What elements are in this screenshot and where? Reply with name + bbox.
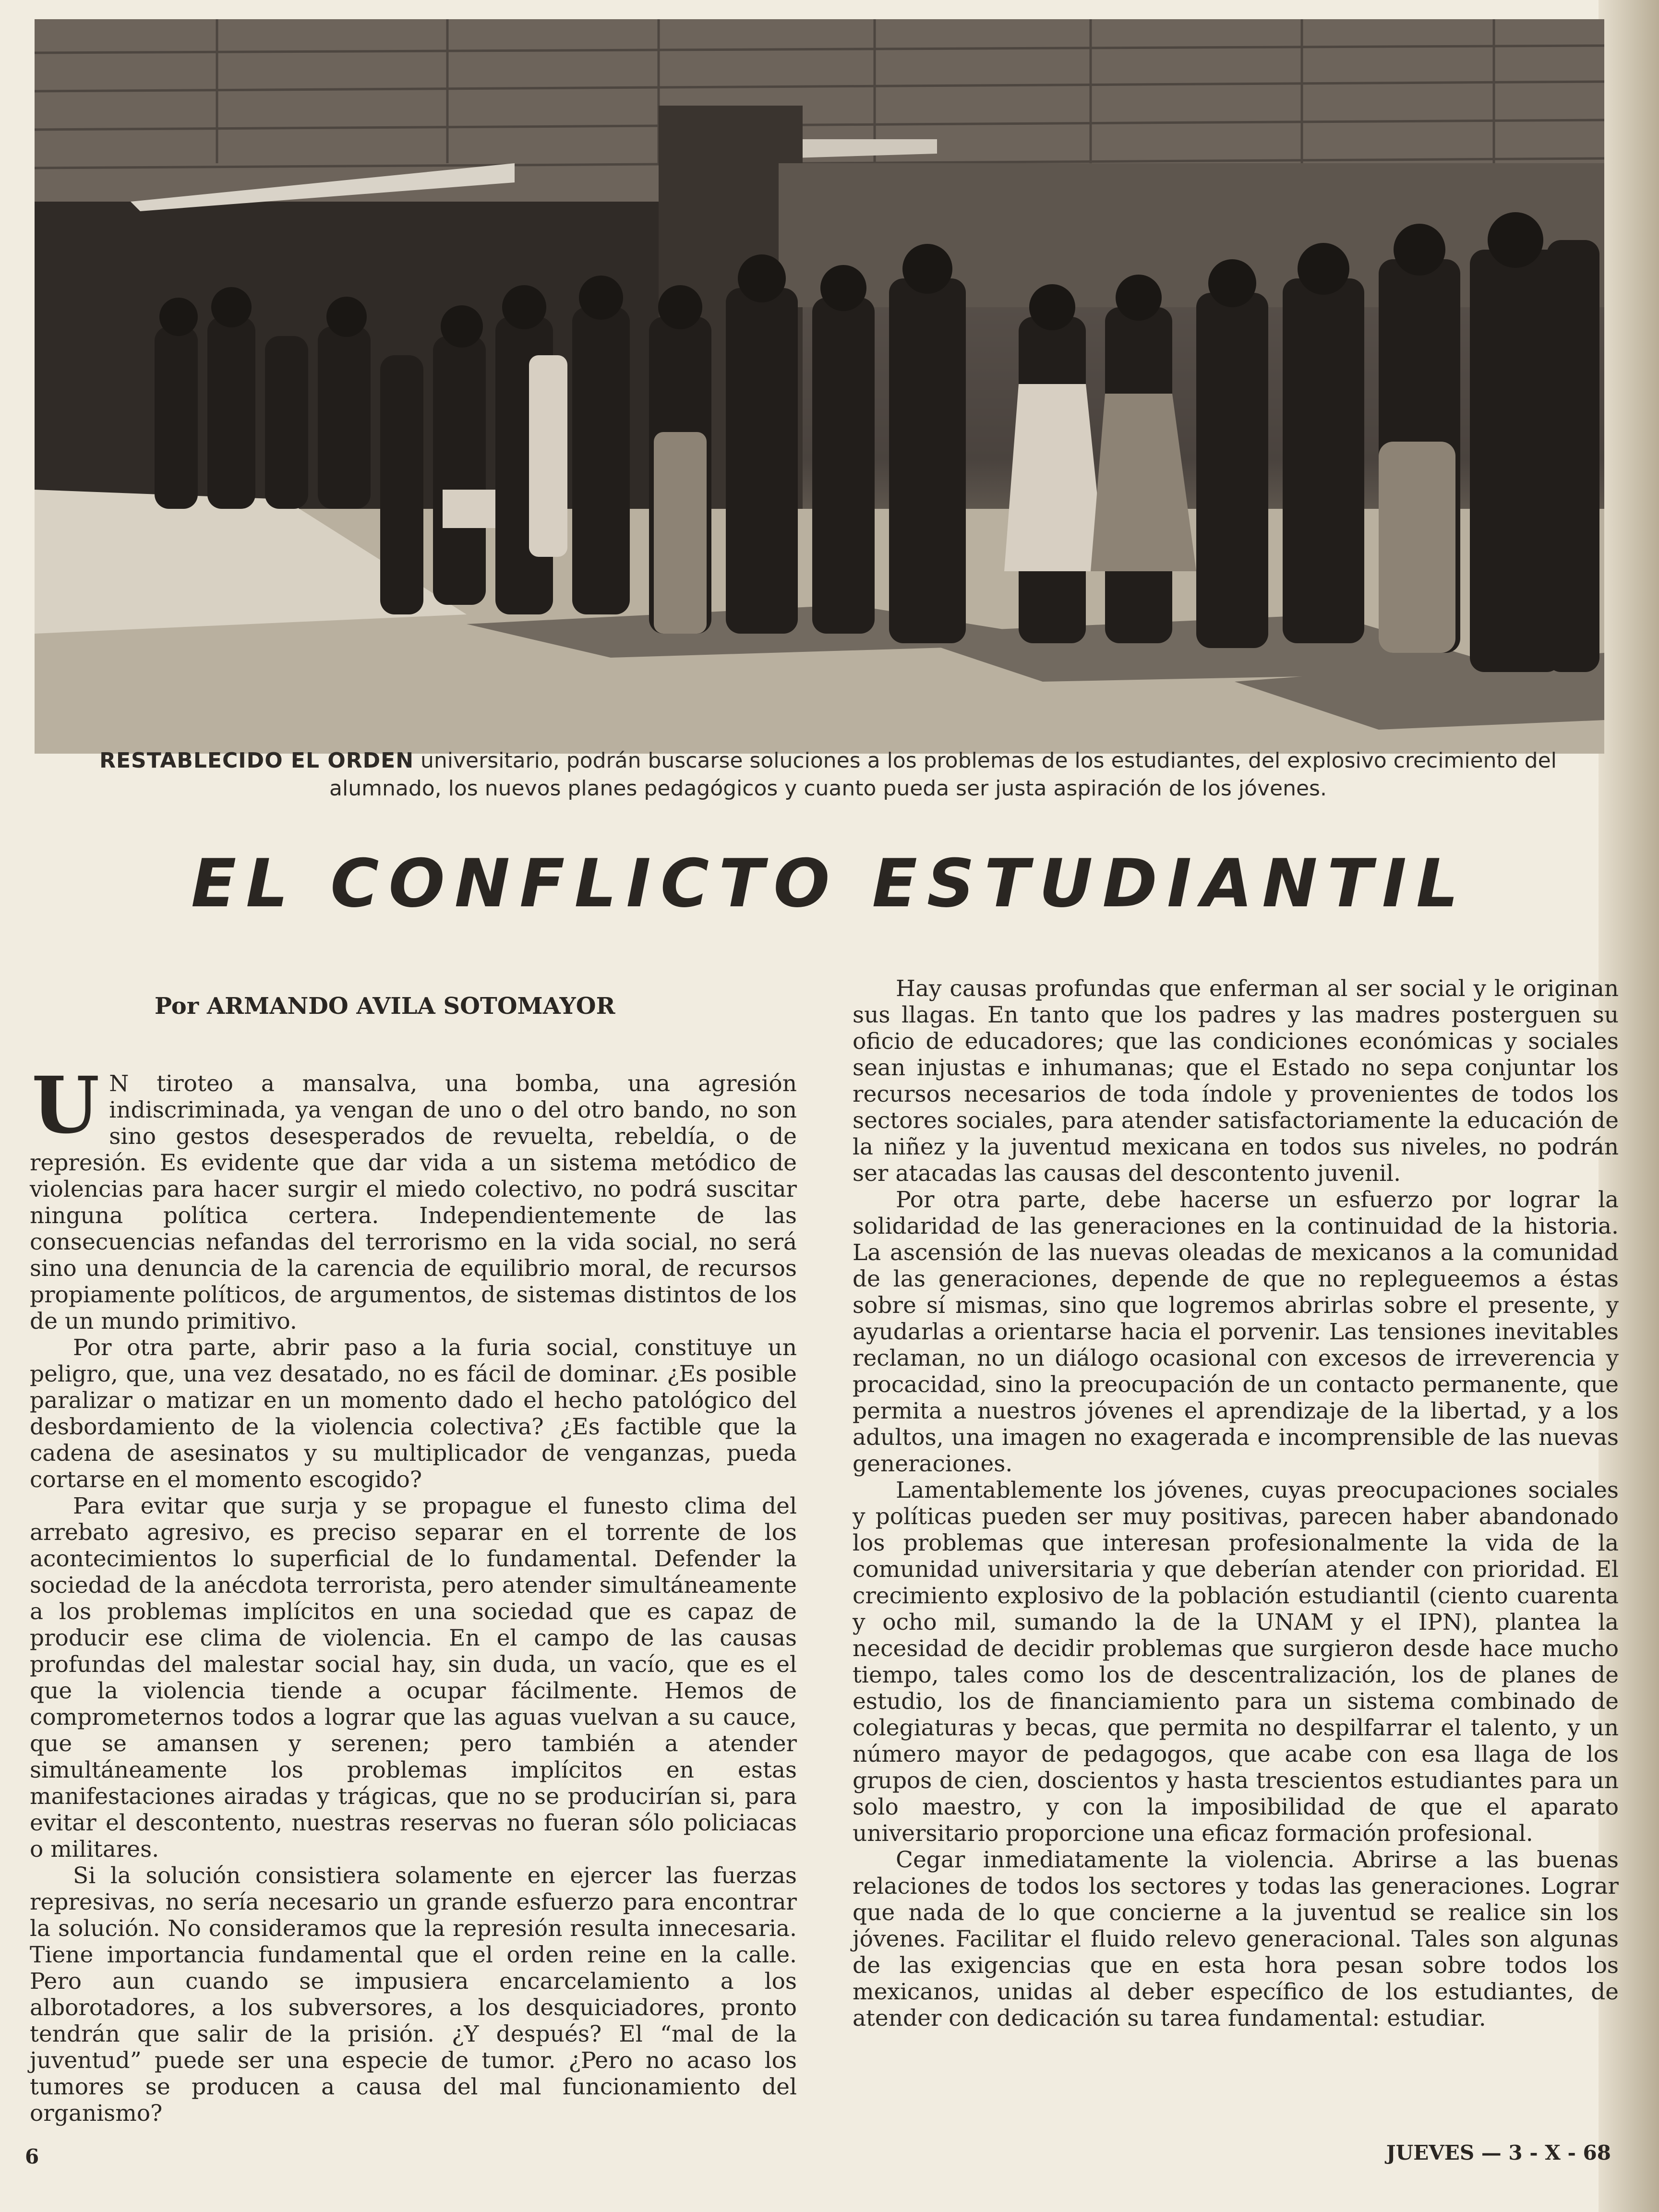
photo-caption bbox=[62, 747, 1594, 803]
paragraph-text: N tiroteo a mansalva, una bomba, una agresión indiscriminada, ya vengan de uno o del otro bando, no son sino gestos desesperados de revuelta, rebeldía, o de represión. Es evidente que dar vida a un sistema metódico de violencias para hacer surgir el miedo colectivo, no podrá suscitar ninguna política certera. Independientemente de las consecuencias nefandas del terrorismo en la vida social, no será sino una denuncia de la carencia de equilibrio moral, de recursos propiamente políticos, de argumentos, de sistemas distintos de los de un mundo primitivo. bbox=[30, 1070, 797, 1334]
article-paragraph: Si la solución consistiera solamente en ejercer las fuerzas represivas, no sería necesario un grande esfuerzo para encontrar la solución. No consideramos que la represión resulta innecesaria. Tiene importancia fundamental que el orden reine en la calle. Pero aun cuando se impusiera encarcelamiento a los alborotadores, a los subversores, a los desquiciadores, pronto tendrán que salir de la prisión. ¿Y después? El “mal de la juventud” puede ser una especie de tumor. ¿Pero no acaso los tumores se producen a causa del mal funcionamiento del organismo? bbox=[30, 1863, 797, 2127]
students-photo bbox=[35, 19, 1604, 754]
article-column-right bbox=[853, 975, 1619, 2032]
page-number: 6 bbox=[25, 2145, 39, 2168]
byline: Por ARMANDO AVILA SOTOMAYOR bbox=[155, 993, 615, 1020]
article-paragraph bbox=[30, 1060, 797, 1334]
caption-text: universitario, podrán buscarse soluciones a los problemas de los estudiantes, del explosivo crecimiento del alumnado, los nuevos planes pedagógicos y cuanto pueda ser justa aspiración de los jóvenes. bbox=[329, 748, 1557, 801]
article-paragraph: Para evitar que surja y se propague el funesto clima del arrebato agresivo, es preciso separar en el torrente de los acontecimientos lo superficial de lo fundamental. Defender la sociedad de la anécdota terrorista, pero atender simultáneamente a los problemas implícitos en una sociedad que es capaz de producir ese clima de violencia. En el campo de las causas profundas del malestar social hay, sin duda, un vacío, que es el que la violencia tiende a ocupar fácilmente. Hemos de comprometernos todos a lograr que las aguas vuelvan a su cauce, que se amansen y serenen; pero también a atender simultáneamente los problemas implícitos en estas manifestaciones airadas y trágicas, que no se producirían si, para evitar el descontento, nuestras reservas no fueran sólo policiacas o militares. bbox=[30, 1493, 797, 1863]
article-paragraph: Por otra parte, debe hacerse un esfuerzo por lograr la solidaridad de las generaciones en la continuidad de la historia. La ascensión de las nuevas oleadas de mexicanos a la comunidad de las generaciones, depende de que no replegueemos a éstas sobre sí mismas, sino que logremos abrirlas sobre el presente, y ayudarlas a orientarse hacia el porvenir. Las tensiones inevitables reclaman, no un diálogo ocasional con excesos de irreverencia y procacidad, sino la preocupación de un contacto permanente, que permita a nuestros jóvenes el aprendizaje de la libertad, y a los adultos, una imagen no exagerada e incomprensible de las nuevas generaciones. bbox=[853, 1187, 1619, 1477]
drop-cap: U bbox=[32, 1060, 100, 1151]
caption-lead: RESTABLECIDO EL ORDEN bbox=[99, 748, 414, 773]
article-column-left bbox=[30, 1060, 797, 2127]
article-paragraph: Por otra parte, abrir paso a la furia social, constituye un peligro, que, una vez desatado, no es fácil de dominar. ¿Es posible paralizar o matizar en un momento dado el hecho patológico del desbordamiento de la violencia colectiva? ¿Es factible que la cadena de asesinatos y su multiplicador de venganzas, pueda cortarse en el momento escogido? bbox=[30, 1334, 797, 1493]
article-paragraph: Cegar inmediatamente la violencia. Abrirse a las buenas relaciones de todos los sectores y todas las generaciones. Lograr que nada de lo que concierne a la juventud se realice sin los jóvenes. Facilitar el fluido relevo generacional. Tales son algunas de las exigencias que en esta hora pesan sobre todos los mexicanos, unidas al deber específico de los estudiantes, de atender con dedicación su tarea fundamental: estudiar. bbox=[853, 1847, 1619, 2032]
article-paragraph: Hay causas profundas que enferman al ser social y le originan sus llagas. En tanto que los padres y las madres posterguen su oficio de educadores; que las condiciones económicas y sociales sean injustas e inhumanas; que el Estado no sepa conjuntar los recursos necesarios de toda índole y provenientes de todos los sectores sociales, para atender satisfactoriamente la educación de la niñez y la juventud mexicana en todos sus niveles, no podrán ser atacadas las causas del descontento juvenil. bbox=[853, 975, 1619, 1187]
issue-date: JUEVES — 3 - X - 68 bbox=[1386, 2141, 1611, 2164]
headline: EL CONFLICTO ESTUDIANTIL bbox=[191, 845, 1468, 922]
article-paragraph: Lamentablemente los jóvenes, cuyas preocupaciones sociales y políticas pueden ser muy positivas, parecen haber abandonado los problemas que interesan profesionalmente la vida de la comunidad universitaria y que deberían atender con prioridad. El crecimiento explosivo de la población estudiantil (ciento cuarenta y ocho mil, sumando la de la UNAM y el IPN), plantea la necesidad de decidir problemas que surgieron desde hace mucho tiempo, tales como los de descentralización, los de planes de estudio, los de financiamiento para un sistema combinado de colegiaturas y becas, que permita no despilfarrar el talento, y un número mayor de pedagogos, que acabe con esa llaga de los grupos de cien, doscientos y hasta trescientos estudiantes para un solo maestro, y con la imposibilidad de que el aparato universitario proporcione una eficaz formación profesional. bbox=[853, 1477, 1619, 1847]
